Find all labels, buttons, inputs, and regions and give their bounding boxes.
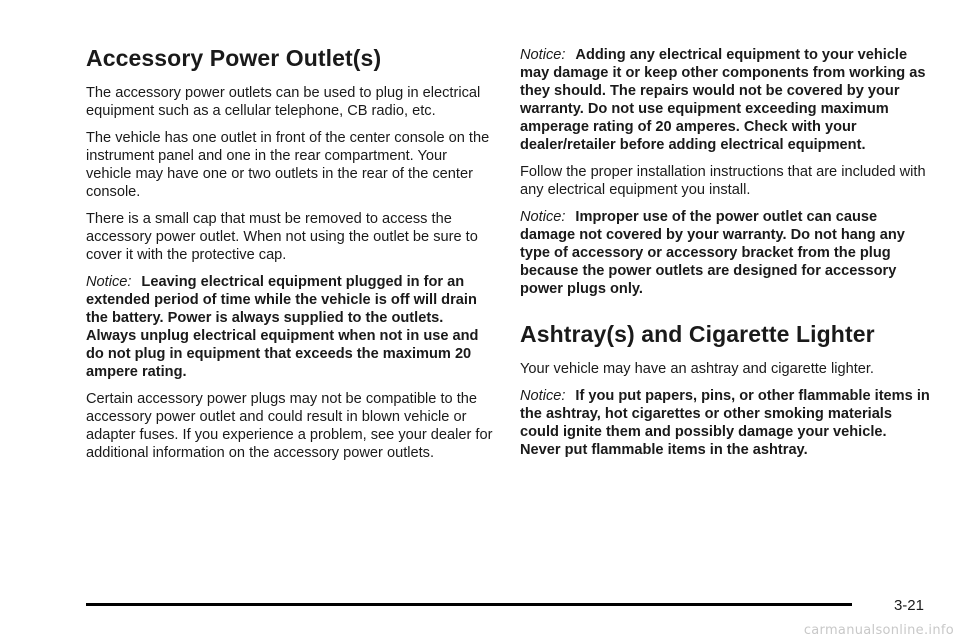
notice-label: Notice: <box>520 209 566 225</box>
notice-text: Improper use of the power outlet can cause damage not covered by your warranty. Do not hang any type of accessory or accessory bracket from the plug because the power outlets are designed for accessory power plugs only. <box>520 209 905 297</box>
paragraph-protective-cap: There is a small cap that must be removed to access the accessory power outlet. When not using the outlet be sure to cover it with the protective cap. <box>86 211 478 263</box>
section-heading-accessory-power-outlets: Accessory Power Outlet(s) <box>86 45 382 71</box>
paragraph-compatibility: Certain accessory power plugs may not be compatible to the accessory power outlet and could result in blown vehicle or adapter fuses. If you experience a problem, see your dealer for additional information on the accessory power outlets. <box>86 391 493 461</box>
notice-label: Notice: <box>520 388 566 404</box>
notice-label: Notice: <box>520 47 566 63</box>
notice-adding-equipment <box>520 46 930 154</box>
paragraph-outlet-locations: The vehicle has one outlet in front of the center console on the instrument panel and one in the rear compartment. Your vehicle may have one or two outlets in the rear of the center console. <box>86 130 490 200</box>
left-column <box>86 44 494 471</box>
paragraph-intro: The accessory power outlets can be used to plug in electrical equipment such as a cellular telephone, CB radio, etc. <box>86 85 481 119</box>
footer-rule <box>86 603 852 606</box>
notice-improper-use <box>520 208 930 298</box>
watermark: carmanualsonline.info <box>803 623 954 638</box>
page-number: 3-21 <box>893 597 924 614</box>
notice-flammable-items <box>520 387 930 459</box>
notice-battery-drain <box>86 273 494 381</box>
paragraph-installation: Follow the proper installation instructions that are included with any electrical equipment you install. <box>520 164 926 198</box>
paragraph-ashtray: Your vehicle may have an ashtray and cigarette lighter. <box>520 361 874 377</box>
notice-text: Adding any electrical equipment to your vehicle may damage it or keep other components from working as they should. The repairs would not be covered by your warranty. Do not use equipment exceeding maximum amperage rating of 20 amperes. Check with your dealer/retailer before adding electrical equipment. <box>520 47 926 153</box>
notice-text: If you put papers, pins, or other flammable items in the ashtray, hot cigarettes or other smoking materials could ignite them and possibly damage your vehicle. Never put flammable items in the ashtray. <box>520 388 930 458</box>
notice-text: Leaving electrical equipment plugged in for an extended period of time while the vehicle is off will drain the battery. Power is always supplied to the outlets. Always unplug electrical equipment when not in use and do not plug in equipment that exceeds the maximum 20 ampere rating. <box>86 274 479 380</box>
section-heading-ashtray: Ashtray(s) and Cigarette Lighter <box>520 321 875 347</box>
right-column <box>520 46 930 468</box>
notice-label: Notice: <box>86 274 132 290</box>
